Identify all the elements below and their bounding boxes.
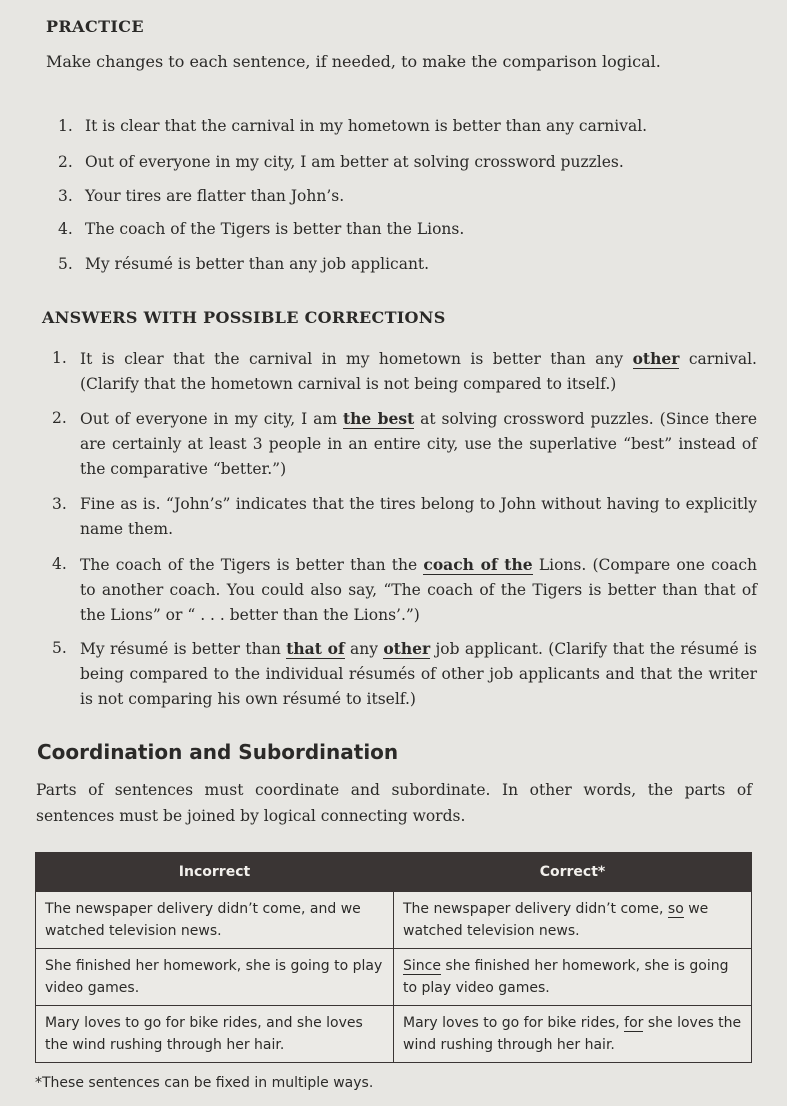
answer-text-part: Lions. (Compare one coach to another coach. You could also say, “The coach of the Tigers is better than that of the Lions” or “ . . . better than the Lions’.”) [80,556,757,624]
practice-item [58,151,748,173]
answer-text-part: The coach of the Tigers is better than the [80,556,424,574]
cell-text-part: we watched television news. [403,901,709,939]
item-text: It is clear that the carnival in my hometown is better than any carnival. [85,117,648,135]
item-number: 2. [58,153,73,171]
cell-text-part: The newspaper delivery didn’t come, [403,901,668,917]
answer-item [52,552,757,628]
practice-instruction: Make changes to each sentence, if needed, to make the comparison logical. [46,52,661,71]
answer-text [80,552,757,628]
answer-text-part: It is clear that the carnival in my hometown is better than any [80,350,633,368]
item-number: 1. [52,349,67,367]
item-number: 1. [58,117,73,135]
item-text: The coach of the Tigers is better than the Lions. [85,220,465,238]
connector-underline: for [624,1015,644,1031]
practice-item [58,218,748,240]
cell-text-part: Mary loves to go for bike rides, [403,1015,625,1031]
footnote: *These sentences can be fixed in multiple ways. [35,1075,374,1091]
practice-title: PRACTICE [46,17,144,36]
answer-text-part: any [344,640,384,658]
answer-text [80,346,757,397]
answer-text-part: job applicant. (Clarify that the résumé is being compared to the individual résumés of other job applicants and that the writer is not comparing his own résumé to itself.) [80,640,757,708]
practice-item [58,185,748,207]
answer-text-part: My résumé is better than [80,640,287,658]
correction-underline: other [632,349,680,368]
answer-item [52,406,757,482]
correction-underline: coach of the [423,555,533,574]
connector-underline: so [667,901,684,917]
incorrect-cell: The newspaper delivery didn’t come, and we watched television news. [36,892,394,949]
answer-text-part: at solving crossword puzzles. (Since there are certainly at least 3 people in an entire city, use the superlative “best” instead of the comparative “better.”) [80,410,757,478]
table-row [36,1006,752,1063]
correction-underline: the best [342,409,415,428]
incorrect-cell: Mary loves to go for bike rides, and she loves the wind rushing through her hair. [36,1006,394,1063]
correction-underline: that of [286,639,345,658]
answer-item [52,346,757,397]
answers-title: ANSWERS WITH POSSIBLE CORRECTIONS [42,308,446,327]
header-correct: Correct* [394,853,752,892]
incorrect-cell: She finished her homework, she is going to play video games. [36,949,394,1006]
correct-cell [394,949,752,1006]
answer-text: Fine as is. “John’s” indicates that the tires belong to John without having to explicitly name them. [80,495,757,538]
practice-item [58,253,748,275]
table-row [36,949,752,1006]
header-incorrect: Incorrect [36,853,394,892]
correct-cell [394,892,752,949]
section-body: Parts of sentences must coordinate and subordinate. In other words, the parts of sentences must be joined by logical connecting words. [36,781,752,825]
cell-text-part: she finished her homework, she is going to play video games. [403,958,729,996]
connector-underline: Since [403,958,441,974]
section-heading: Coordination and Subordination [37,740,399,764]
item-number: 3. [52,495,67,513]
table-header-row [36,853,752,892]
correct-cell [394,1006,752,1063]
practice-item [58,115,748,137]
item-number: 4. [58,220,73,238]
item-number: 2. [52,409,67,427]
comparison-table [35,852,752,1063]
item-number: 4. [52,555,67,573]
answer-item [52,492,757,542]
answer-item [52,636,757,712]
answer-text-part: carnival. (Clarify that the hometown carnival is not being compared to itself.) [80,350,757,393]
table-row [36,892,752,949]
correction-underline: other [383,639,431,658]
item-text: Your tires are flatter than John’s. [85,187,345,205]
answer-text-part: Out of everyone in my city, I am [80,410,343,428]
answer-text [80,636,757,712]
answer-text [80,406,757,482]
cell-text-part: she loves the wind rushing through her hair. [403,1015,742,1053]
item-text: Out of everyone in my city, I am better at solving crossword puzzles. [85,153,624,171]
item-number: 5. [52,639,67,657]
item-number: 3. [58,187,73,205]
item-text: My résumé is better than any job applicant. [85,255,430,273]
item-number: 5. [58,255,73,273]
